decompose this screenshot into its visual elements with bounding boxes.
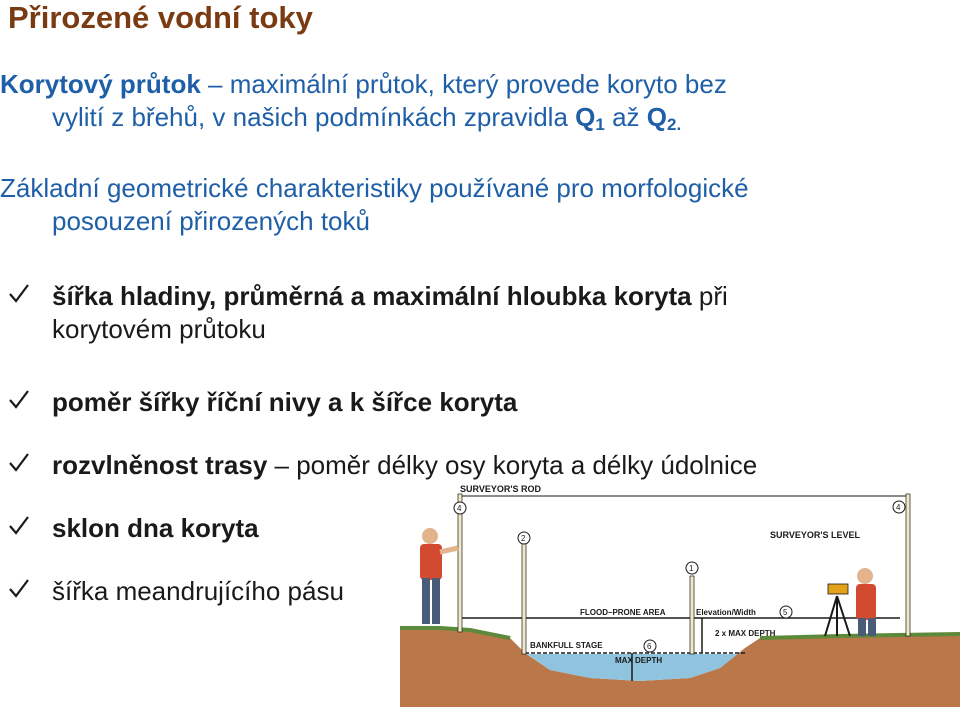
- intro-line2-wrap: [0, 101, 950, 141]
- label-two-max-depth: 2 x MAX DEPTH: [715, 629, 776, 638]
- bullet3-rest: – poměr délky osy koryta a délky údolnice: [267, 450, 758, 480]
- bullet3-bold: rozvlněnost trasy: [52, 450, 268, 480]
- bullet5-text: šířka meandrujícího pásu: [52, 576, 344, 606]
- bullet1-bold: šířka hladiny, průměrná a maximální hloubka koryta: [52, 281, 692, 311]
- level-tripod: [825, 584, 850, 636]
- checkmark-icon: [8, 282, 30, 304]
- bullet-floodplain-ratio: [8, 386, 517, 419]
- marker-6: [644, 640, 656, 652]
- rod-center-left: [522, 538, 526, 654]
- svg-text:2: 2: [521, 534, 526, 543]
- channel-survey-diagram: [400, 478, 960, 707]
- bullet2-text: poměr šířky říční nivy a k šířce koryta: [52, 387, 518, 417]
- checkmark-icon: [8, 388, 30, 410]
- rod-right: [906, 494, 910, 636]
- checkmark-icon: [8, 514, 30, 536]
- marker-1: [686, 562, 698, 574]
- intro-mid: až: [604, 102, 647, 132]
- marker-4-left: [454, 502, 466, 514]
- surveyor-right-figure: [856, 568, 876, 636]
- label-bankfull-stage: BANKFULL STAGE: [530, 641, 603, 650]
- svg-text:5: 5: [783, 608, 788, 617]
- intro-line2: vylití z břehů, v našich podmínkách zpravidla: [52, 102, 576, 132]
- intro-paragraph: [0, 68, 950, 141]
- checkmark-icon: [8, 451, 30, 473]
- svg-text:6: 6: [647, 642, 652, 651]
- marker-4-right: [893, 501, 905, 513]
- q1-symbol: $Q_1$: [575, 102, 605, 134]
- intro-line1: – maximální průtok, který provede koryto bez: [200, 69, 727, 99]
- bullet1-rest: při: [691, 281, 728, 311]
- geo-line1: Základní geometrické charakteristiky používané pro morfologické: [0, 173, 749, 203]
- bullet-width-depth: [8, 280, 908, 346]
- label-surveyors-level: SURVEYOR'S LEVEL: [770, 530, 860, 540]
- svg-text:1: 1: [689, 564, 694, 573]
- bullet1-line2: korytovém průtoku: [52, 314, 266, 344]
- geo-paragraph: [0, 172, 950, 238]
- bullet-meander-belt: [8, 575, 344, 608]
- label-flood-prone-area: FLOOD–PRONE AREA: [580, 608, 666, 617]
- label-surveyors-rod: SURVEYOR'S ROD: [460, 484, 541, 494]
- label-max-depth: MAX DEPTH: [615, 656, 663, 665]
- intro-term: Korytový průtok: [0, 69, 201, 99]
- q2-symbol: $Q_{2.}$: [646, 102, 682, 134]
- checkmark-icon: [8, 577, 30, 599]
- label-elevation-width: Elevation/Width: [696, 608, 756, 617]
- surveyor-left-figure: [420, 528, 458, 624]
- page-title: Přirozené vodní toky: [8, 0, 313, 35]
- bullet-slope: [8, 512, 259, 545]
- marker-5: [780, 606, 792, 618]
- svg-text:4: 4: [457, 504, 462, 513]
- rod-left: [458, 494, 462, 632]
- rod-center: [690, 576, 694, 654]
- svg-text:4: 4: [896, 503, 901, 512]
- marker-2: [518, 532, 530, 544]
- bullet4-text: sklon dna koryta: [52, 513, 259, 543]
- geo-line2: posouzení přirozených toků: [52, 206, 370, 236]
